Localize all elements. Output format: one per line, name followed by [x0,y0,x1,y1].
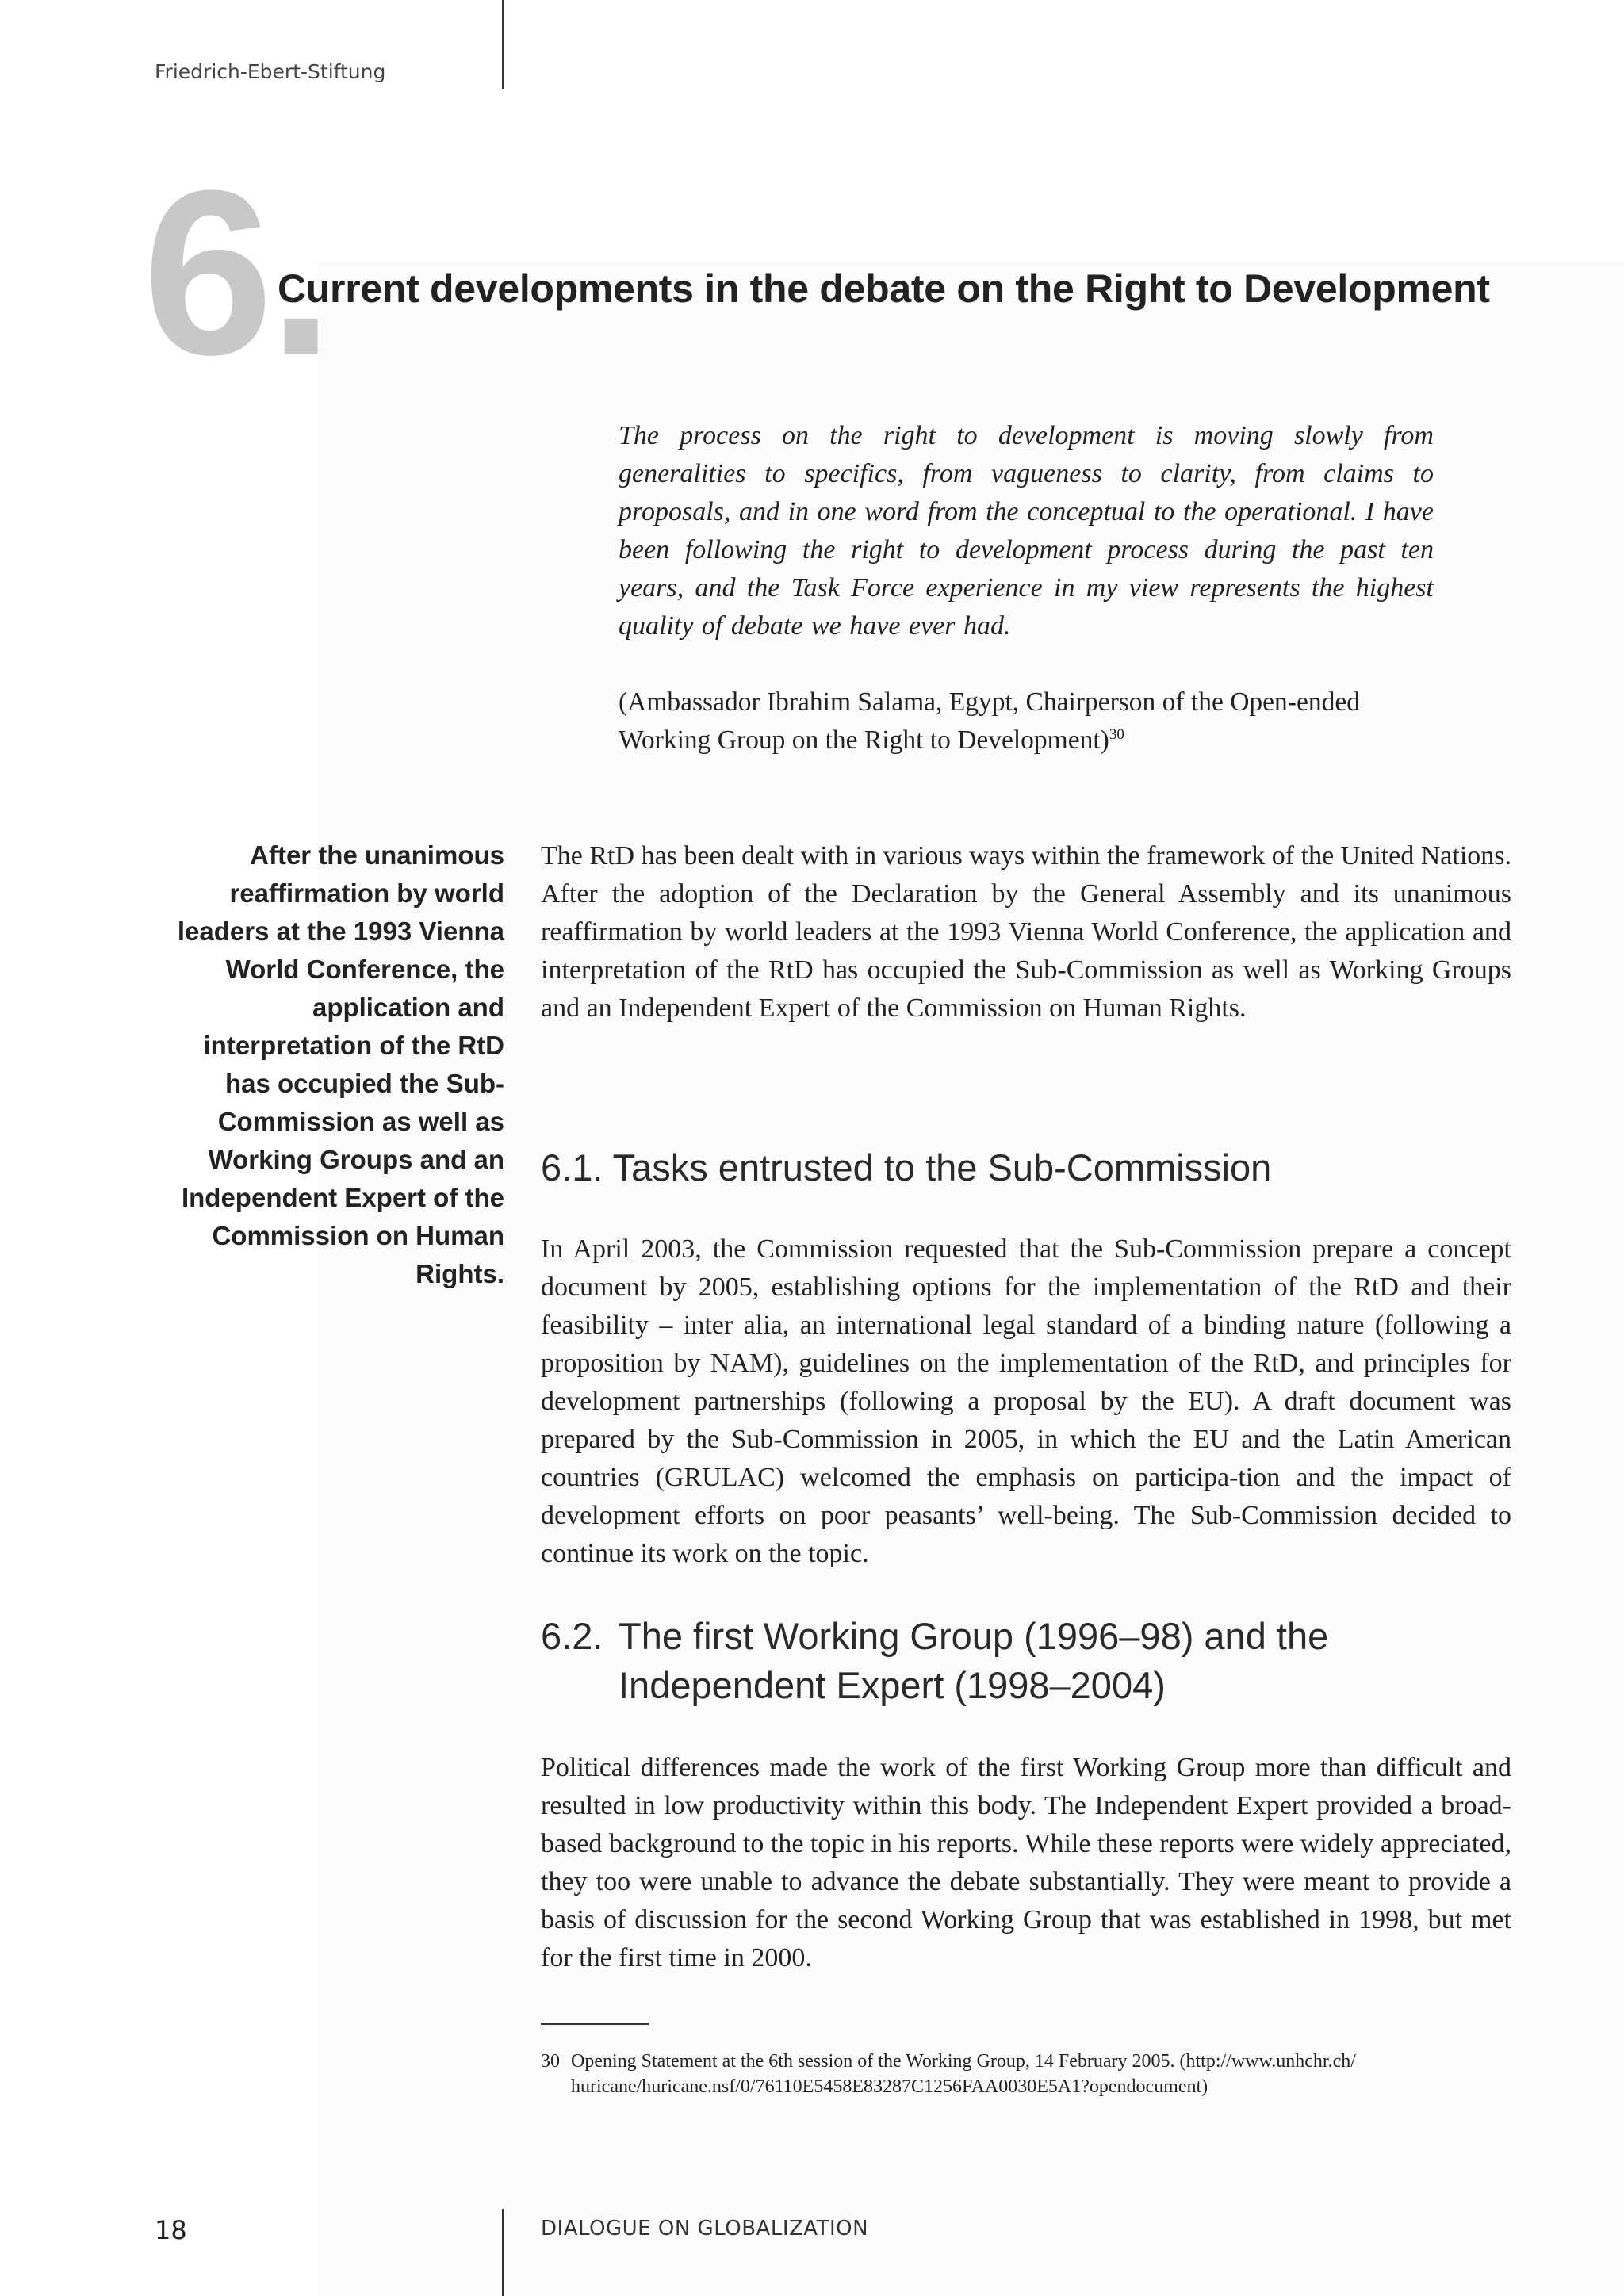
footnote-divider [541,2023,649,2025]
section-6-2-paragraph: Political differences made the work of the first Working Group more than difficult and resulted in low productivity within this body. The Independent Expert provided a broad-based background to the topic in his reports. While these reports were widely appreciated, they too were unable to advance the debate substantially. They were meant to provide a basis of discussion for the second Working Group that was established in 1998, but met for the first time in 2000. [541,1753,1511,1973]
pull-quote: After the unanimous reaffirmation by world leaders at the 1993 Vienna World Conference, the application and interpretation of the RtD has occupied the Sub-Commission as well as Working Groups and an Independent Expert of the Commission on Human Rights. [177,840,504,1288]
section-heading-6-2 [541,1612,1516,1710]
chapter-number: 6. [143,141,329,404]
epigraph-attribution [619,683,1443,760]
section-number: 6.2. [541,1615,603,1657]
footnote-line-1 [541,2049,1513,2074]
section-heading-text: The first Working Group (1996–98) and the Independent Expert (1998–2004) [619,1615,1329,1706]
epigraph-quote: The process on the right to development is moving slowly from generalities to specifics, from vagueness to clarity, from claims to proposals, and in one word from the conceptual to the operational. I have been following the right to development process during the past ten years, and the Task Force experience in my view represents the highest quality of debate we have ever had. [619,421,1434,641]
footnote-number: 30 [541,2051,560,2072]
section-heading-6-1: 6.1. Tasks entrusted to the Sub-Commission [541,1146,1272,1188]
footnote-reference[interactable]: 30 [1109,725,1124,743]
intro-paragraph: The RtD has been dealt with in various ways within the framework of the United Nations. After the adoption of the Declaration by the General Assembly and its unanimous reaffirmation by world leaders at the 1993 Vienna World Conference, the application and interpretation of the RtD has occupied the Sub-Commission as well as Working Groups and an Independent Expert of the Commission on Human Rights. [541,841,1511,1023]
footer-divider [502,2209,504,2296]
page-number: 18 [155,2215,187,2245]
header-divider [502,0,504,89]
running-footer: DIALOGUE ON GLOBALIZATION [541,2217,869,2241]
running-header: Friedrich-Ebert-Stiftung [155,60,386,83]
section-6-1-paragraph: In April 2003, the Commission requested that the Sub-Commission prepare a concept document by 2005, establishing options for the implementation of the RtD and their feasibility – inter alia, an international legal standard of a binding nature (following a proposition by NAM), guidelines on the implementation of the RtD, and principles for development partnerships (following a proposal by the EU). A draft document was prepared by the Sub-Commission in 2005, in which the EU and the Latin American countries (GRULAC) welcomed the emphasis on participa-tion and the impact of development efforts on poor peasants’ well-being. The Sub-Commission decided to continue its work on the topic. [541,1234,1511,1568]
footnote-text: Opening Statement at the 6th session of the Working Group, 14 February 2005. (http://www.unhchr.ch/ [571,2051,1356,2072]
attribution-text: (Ambassador Ibrahim Salama, Egypt, Chairperson of the Open-ended Working Group on the Right to Development) [619,687,1360,755]
chapter-title: Current developments in the debate on the Right to Development [278,266,1490,311]
footnote-line-2: huricane/huricane.nsf/0/76110E5458E83287C1256FAA0030E5A1?opendocument) [571,2076,1208,2097]
footnote [541,2049,1513,2099]
